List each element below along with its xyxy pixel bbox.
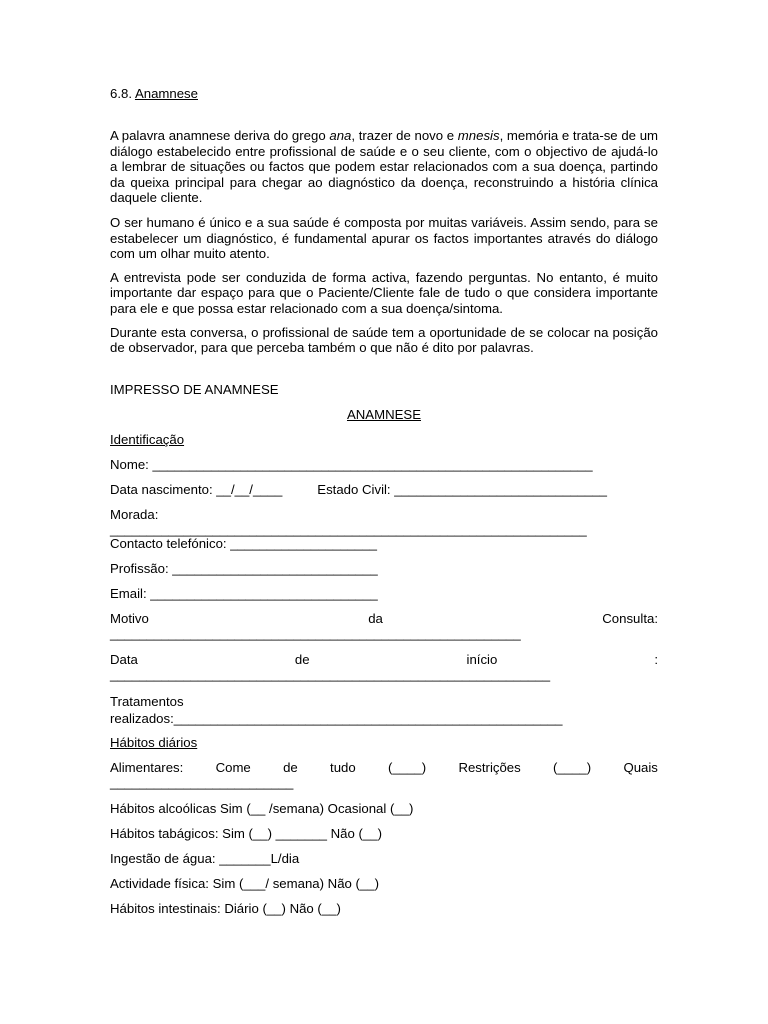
estado-civil-field[interactable]: Estado Civil: _____________________________ <box>317 481 607 497</box>
actividade-field[interactable]: Actividade física: Sim (___/ semana) Não (__) <box>110 875 379 891</box>
motivo-row <box>110 611 658 627</box>
section-title: Anamnese <box>134 86 198 101</box>
document-content <box>110 86 658 917</box>
form-title: ANAMNESE <box>346 406 421 422</box>
restricoes-checkbox[interactable]: (____) <box>553 759 592 775</box>
data-inicio-word-3: início <box>466 651 498 667</box>
alimentares-word-4: tudo <box>330 759 356 775</box>
contacto-field[interactable]: Contacto telefónico: ____________________ <box>110 535 377 551</box>
data-nascimento-field[interactable]: Data nascimento: __/__/____ <box>110 481 283 497</box>
morada-field[interactable]: _________________________________________________________________ <box>110 521 587 537</box>
motivo-word-2: da <box>368 610 383 626</box>
intro-paragraph-1 <box>110 128 658 206</box>
alimentares-quais-field[interactable]: _________________________ <box>110 774 294 790</box>
data-inicio-word-4: : <box>654 651 658 667</box>
motivo-word-3: Consulta: <box>602 610 658 626</box>
data-inicio-word-1: Data <box>110 651 138 667</box>
alimentares-word-8: Quais <box>623 759 658 775</box>
intro-p1-mnesis: mnesis <box>457 128 500 143</box>
intro-p1-text-b: , trazer de novo e <box>351 128 458 143</box>
email-field[interactable]: Email: _______________________________ <box>110 585 378 601</box>
tabagicos-field[interactable]: Hábitos tabágicos: Sim (__) _______ Não (__) <box>110 825 382 841</box>
alimentares-word-3: de <box>283 759 298 775</box>
alimentares-row <box>110 760 658 776</box>
data-inicio-word-2: de <box>294 651 310 667</box>
habitos-diarios-heading: Hábitos diários <box>110 734 198 750</box>
intro-p1-text-a: A palavra anamnese deriva do grego <box>110 128 330 143</box>
tratamentos-field[interactable]: realizados:_____________________________________________________ <box>110 710 563 726</box>
intro-paragraph-2: O ser humano é único e a sua saúde é composta por muitas variáveis. Assim sendo, para se estabelecer um diagnóstico, é fundamental apurar os factos importantes através do diálogo com um olhar muito atento. <box>110 214 658 262</box>
nome-field[interactable]: Nome: ____________________________________________________________ <box>110 456 593 472</box>
intro-p1-text-c: , memória e trata-se de um diálogo estabelecido entre profissional de saúde e o seu cliente, com o objectivo de ajudá-lo a lembrar de situações ou factos que podem estar relacionados com a sua doença, partindo da queixa principal para chegar ao diagnóstico da doença, reconstruindo a história clínica daquele cliente. <box>110 128 659 206</box>
profissao-field[interactable]: Profissão: ____________________________ <box>110 560 378 576</box>
come-de-tudo-checkbox[interactable]: (____) <box>388 759 427 775</box>
intestinais-field[interactable]: Hábitos intestinais: Diário (__) Não (__) <box>110 900 341 916</box>
intro-paragraph-3: A entrevista pode ser conduzida de forma activa, fazendo perguntas. No entanto, é muito importante dar espaço para que o Paciente/Cliente fale de tudo o que considera importante para ele e que possa estar relacionado com a sua doença/sintoma. <box>110 269 658 316</box>
section-heading <box>110 86 658 102</box>
form-heading: IMPRESSO DE ANAMNESE <box>110 381 279 397</box>
morada-label: Morada: <box>110 506 159 522</box>
alcoolicos-field[interactable]: Hábitos alcoólicas Sim (__ /semana) Ocasional (__) <box>110 800 414 816</box>
intro-p1-ana: ana <box>329 128 352 143</box>
motivo-word-1: Motivo <box>110 610 149 626</box>
alimentares-word-6: Restrições <box>458 759 521 775</box>
alimentares-word-2: Come <box>215 759 251 775</box>
agua-field[interactable]: Ingestão de água: _______L/dia <box>110 850 300 866</box>
motivo-field[interactable]: ________________________________________________________ <box>110 625 521 641</box>
alimentares-word-1: Alimentares: <box>110 759 184 775</box>
intro-paragraph-4: Durante esta conversa, o profissional de saúde tem a oportunidade de se colocar na posição de observador, para que perceba também o que não é dito por palavras. <box>110 324 658 356</box>
data-inicio-field[interactable]: ____________________________________________________________ <box>110 666 551 682</box>
section-number: 6.8. <box>110 86 132 101</box>
data-inicio-row <box>110 652 658 668</box>
birth-civil-row <box>110 482 658 498</box>
tratamentos-label: Tratamentos <box>110 693 184 709</box>
identificacao-heading: Identificação <box>110 431 185 447</box>
